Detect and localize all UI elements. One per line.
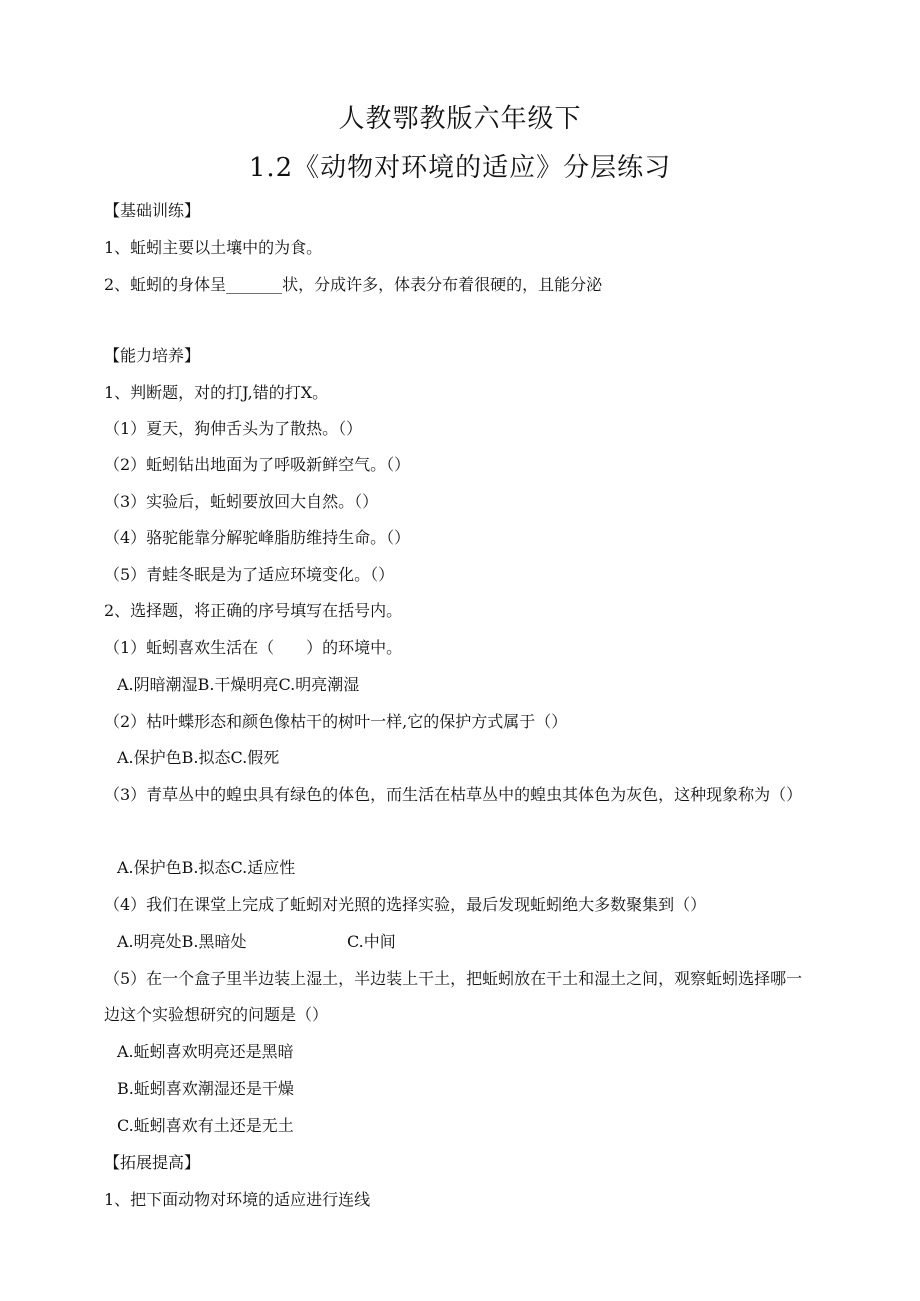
choice-options-1: A.阴暗潮湿B.干燥明亮C.明亮潮湿 [117, 675, 360, 694]
choice-question-3: （3）青草丛中的蝗虫具有绿色的体色，而生活在枯草丛中的蝗虫其体色为灰色，这种现象称为（） [104, 785, 803, 804]
choice-question-5: （5）在一个盒子里半边装上湿土，半边装上干土，把蚯蚓放在干土和湿土之间，观察蚯蚓选择哪一边这个实验想研究的问题是（） [104, 969, 803, 1024]
judge-title: 1、判断题，对的打J,错的打X。 [104, 383, 329, 402]
choice-options-3: A.保护色B.拟态C.适应性 [117, 858, 296, 877]
judge-item-4: （4）骆驼能靠分解驼峰脂肪维持生命。（） [104, 528, 411, 547]
choice-option-5-c: C.蚯蚓喜欢有土还是无土 [117, 1116, 294, 1135]
choice-option-4-ab: A.明亮处B.黑暗处 [117, 932, 247, 951]
judge-item-2: （2）蚯蚓钻出地面为了呼吸新鲜空气。（） [104, 455, 411, 474]
basic-question-2: 2、蚯蚓的身体呈_______状，分成许多，体表分布着很硬的，且能分泌 [104, 275, 603, 294]
choice-question-1: （1）蚯蚓喜欢生活在（ ）的环境中。 [104, 638, 403, 657]
page-title: 人教鄂教版六年级下 [338, 104, 582, 134]
basic-question-1: 1、蚯蚓主要以土壤中的为食。 [104, 238, 323, 257]
choice-question-2: （2）枯叶蝶形态和颜色像枯干的树叶一样,它的保护方式属于（） [104, 712, 568, 731]
judge-item-5: （5）青蛙冬眠是为了适应环境变化。（） [104, 565, 395, 584]
choice-question-4: （4）我们在课堂上完成了蚯蚓对光照的选择实验，最后发现蚯蚓绝大多数聚集到（） [104, 895, 707, 914]
choice-title: 2、选择题，将正确的序号填写在括号内。 [104, 601, 403, 620]
choice-options-2: A.保护色B.拟态C.假死 [117, 748, 280, 767]
extend-question-1: 1、把下面动物对环境的适应进行连线 [104, 1190, 371, 1209]
choice-option-5-a: A.蚯蚓喜欢明亮还是黑暗 [117, 1042, 294, 1061]
page-subtitle: 1.2《动物对环境的适应》分层练习 [248, 153, 672, 183]
section-heading-basic: 【基础训练】 [104, 201, 201, 220]
section-heading-ability: 【能力培养】 [104, 346, 201, 365]
judge-item-3: （3）实验后，蚯蚓要放回大自然。（） [104, 492, 379, 511]
choice-option-4-c: C.中间 [347, 932, 396, 951]
judge-item-1: （1）夏天，狗伸舌头为了散热。（） [104, 419, 363, 438]
choice-option-5-b: B.蚯蚓喜欢潮湿还是干燥 [117, 1079, 294, 1098]
section-heading-extend: 【拓展提高】 [104, 1153, 201, 1172]
